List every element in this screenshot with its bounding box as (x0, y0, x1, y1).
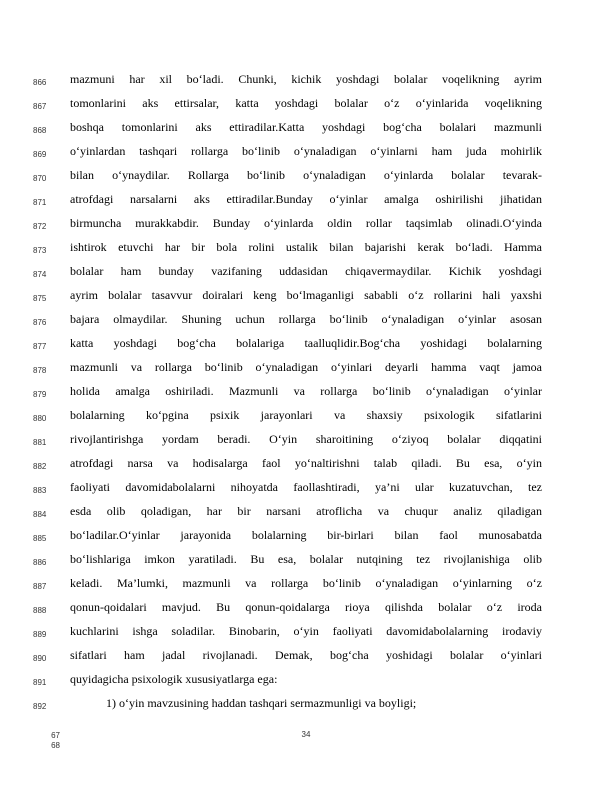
text-line: boshqa tomonlarini aks ettiradilar.Katta yoshdagi bog‘cha bolalari mazmunli (70, 120, 542, 134)
line-number: 890 (33, 654, 47, 663)
line-number: 880 (33, 414, 47, 423)
text-line: atrofdagi narsalarni aks ettiradilar.Bunday o‘yinlar amalga oshirilishi jihatidan (70, 192, 542, 206)
text-line: qonun-qoidalari mavjud. Bu qonun-qoidalarga rioya qilishda bolalar o‘z iroda (70, 600, 542, 614)
footer-line-number: 67 (51, 731, 60, 740)
line-number: 870 (33, 174, 47, 183)
line-number: 884 (33, 510, 47, 519)
line-number: 889 (33, 630, 47, 639)
line-number: 866 (33, 78, 47, 87)
text-line: mazmuni har xil bo‘ladi. Chunki, kichik yoshdagi bolalar voqelikning ayrim (70, 72, 542, 86)
text-line: bo‘ladilar.O‘yinlar jarayonida bolalarning bir-birlari bilan faol munosabatda (70, 528, 542, 542)
line-number: 886 (33, 558, 47, 567)
footer-line-number: 68 (51, 741, 60, 750)
text-line: sifatlari ham jadal rivojlanadi. Demak, bog‘cha yoshidagi bolalar o‘yinlari (70, 648, 542, 662)
line-number: 873 (33, 246, 47, 255)
text-line: bolalar ham bunday vazifaning uddasidan chiqavermaydilar. Kichik yoshdagi (70, 264, 542, 278)
line-number: 878 (33, 366, 47, 375)
line-number-column (33, 67, 59, 715)
line-number: 887 (33, 582, 47, 591)
text-line: kuchlarini ishga soladilar. Binobarin, o‘yin faoliyati davomidabolalarning irodaviy (70, 624, 542, 638)
line-number: 879 (33, 390, 47, 399)
line-number: 877 (33, 342, 47, 351)
line-number: 872 (33, 222, 47, 231)
text-line: bajara olmaydilar. Shuning uchun rollarga bo‘linib o‘ynaladigan o‘yinlar asosan (70, 312, 542, 326)
text-line: mazmunli va rollarga bo‘linib o‘ynaladigan o‘yinlari deyarli hamma vaqt jamoa (70, 360, 542, 374)
text-line: bilan o‘ynaydilar. Rollarga bo‘linib o‘ynaladigan o‘yinlarda bolalar tevarak- (70, 168, 542, 182)
line-number: 891 (33, 678, 47, 687)
line-number: 882 (33, 462, 47, 471)
body-text (70, 67, 542, 715)
footer-line-numbers (40, 731, 60, 751)
line-number: 867 (33, 102, 47, 111)
line-number: 888 (33, 606, 47, 615)
text-line: birmuncha murakkabdir. Bunday o‘yinlarda oldin rollar taqsimlab olinadi.O‘yinda (70, 216, 542, 230)
text-line: keladi. Ma’lumki, mazmunli va rollarga bo‘linib o‘ynaladigan o‘yinlarning o‘z (70, 576, 542, 590)
text-line: ayrim bolalar tasavvur doiralari keng bo‘lmaganligi sababli o‘z rollarini hali yaxshi (70, 288, 542, 302)
text-line: bo‘lishlariga imkon yaratiladi. Bu esa, bolalar nutqining tez rivojlanishiga olib (70, 552, 542, 566)
line-number: 885 (33, 534, 47, 543)
line-number: 869 (33, 150, 47, 159)
list-item: 1) o‘yin mavzusining haddan tashqari sermazmunligi va boyligi; (106, 696, 417, 710)
text-line: rivojlantirishga yordam beradi. O‘yin sharoitining o‘ziyoq bolalar diqqatini (70, 432, 542, 446)
text-line: faoliyati davomidabolalarni nihoyatda faollashtiradi, ya’ni ular kuzatuvchan, tez (70, 480, 542, 494)
text-line: o‘yinlardan tashqari rollarga bo‘linib o‘ynaladigan o‘yinlarni ham juda mohirlik (70, 144, 542, 158)
text-line: atrofdagi narsa va hodisalarga faol yo‘naltirishni talab qiladi. Bu esa, o‘yin (70, 456, 542, 470)
line-number: 875 (33, 294, 47, 303)
text-line: esda olib qoladigan, har bir narsani atroflicha va chuqur analiz qiladigan (70, 504, 542, 518)
line-number: 874 (33, 270, 47, 279)
text-line: katta yoshdagi bog‘cha bolalariga taalluqlidir.Bog‘cha yoshidagi bolalarning (70, 336, 542, 350)
line-number: 868 (33, 126, 47, 135)
line-number: 881 (33, 438, 47, 447)
line-number: 871 (33, 198, 47, 207)
line-number: 892 (33, 702, 47, 711)
line-number: 883 (33, 486, 47, 495)
text-line: bolalarning ko‘pgina psixik jarayonlari va shaxsiy psixologik sifatlarini (70, 408, 542, 422)
text-line: tomonlarini aks ettirsalar, katta yoshdagi bolalar o‘z o‘yinlarida voqelikning (70, 96, 542, 110)
text-line: ishtirok etuvchi har bir bola rolini ustalik bilan bajarishi kerak bo‘ladi. Hamma (70, 240, 542, 254)
line-number: 876 (33, 318, 47, 327)
page-number: 34 (301, 730, 311, 739)
text-line: holida amalga oshiriladi. Mazmunli va rollarga bo‘linib o‘ynaladigan o‘yinlar (70, 384, 542, 398)
text-line: quyidagicha psixologik xususiyatlarga ega: (70, 672, 278, 686)
